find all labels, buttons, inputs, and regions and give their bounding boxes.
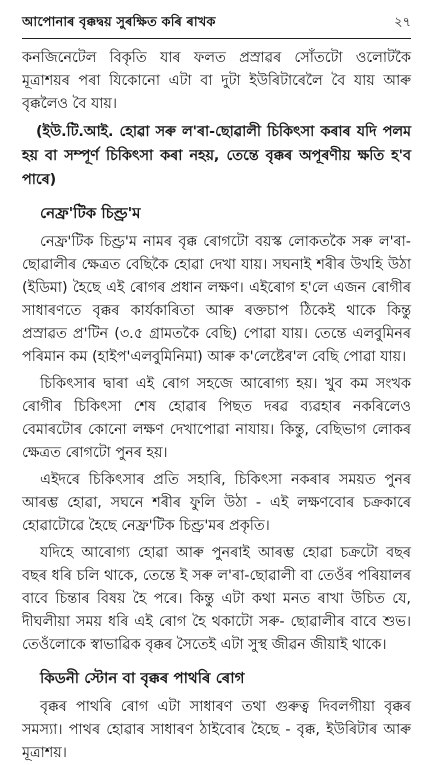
paragraph: চিকিৎসাৰ দ্বাৰা এই ৰোগ সহজে আৰোগ্য হয়। খুব কম সংখক ৰোগীৰ চিকিৎসা শেষ হোৱাৰ পিছত দৰৱ ব্যৱহাৰ নকৰিলেও বেমাৰটোৰ কোনো লক্ষণ দেখাপোৱা নাযায়। কিন্তু, বেছিভাগ লোকৰ ক্ষেত্ৰত ৰোগটো পুনৰ হয়।	[22, 376, 411, 461]
paragraph: এইদৰে চিকিৎসাৰ প্ৰতি সহাৰি, চিকিৎসা নকৰাৰ সময়ত পুনৰ আৰম্ভ হোৱা, সঘনে শৰীৰ ফুলি উঠা - এই লক্ষণবোৰ চক্ৰকাৰে হোৱাটোৱে হৈছে নেফ্ৰ'টিক চিণ্ড্ৰ'মৰ প্ৰকৃতি।	[22, 472, 411, 534]
page-header	[22, 10, 411, 34]
paragraph: যদিহে আৰোগ্য হোৱা আৰু পুনৰাই আৰম্ভ হোৱা চক্ৰটো বছৰ বছৰ ধৰি চলি থাকে, তেন্তে ই সৰু ল'ৰা-ছোৱালী বা তেওঁৰ পৰিয়ালৰ বাবে চিন্তাৰ বিষয় হৈ পৰে। কিন্তু এটা কথা মনত ৰাখা উচিত যে, দীঘলীয়া সময় ধৰি এই ৰোগ হৈ থকাটো সৰু- ছোৱালীৰ বাবে শুভ। তেওঁলোকে স্বাভাৱিক বৃক্কৰ সৈতেই এটা সুস্থ জীৱন জীয়াই থাকে।	[22, 545, 411, 653]
header-rule	[22, 38, 411, 39]
page-number: ২৭	[394, 15, 411, 30]
section-heading-nephrotic-syndrome: নেফ্ৰ'টিক চিণ্ড্ৰ'ম	[40, 204, 141, 222]
paragraph: বৃক্কৰ পাথৰি ৰোগ এটা সাধাৰণ তথা গুৰুত্ব দিবলগীয়া বৃক্কৰ সমস্যা। পাথৰ হোৱাৰ সাধাৰণ ঠাইবোৰ হৈছে - বৃক্ক, ইউৰিটাৰ আৰু মূত্ৰাশয়।	[22, 699, 411, 761]
intro-paragraph: কনজিনেটেল বিকৃতি যাৰ ফলত প্ৰস্ৰাৱৰ সোঁতটো ওলোটকৈ মূত্ৰাশয়ৰ পৰা যিকোনো এটা বা দুটা ইউৰিটাৰেলৈ বৈ যায় আৰু বৃক্কলৈও বৈ যায়।	[22, 50, 411, 112]
section-heading-kidney-stone: কিডনী স্টোন বা বৃক্কৰ পাথৰি ৰোগ	[40, 669, 245, 687]
running-header-title: আপোনাৰ বৃক্কদ্বয় সুৰক্ষিত কৰি ৰাখক	[22, 15, 216, 30]
highlighted-note: (ইউ.টি.আই. হোৱা সৰু ল'ৰা-ছোৱালী চিকিৎসা কৰাৰ যদি পলম হয় বা সম্পূৰ্ণ চিকিৎসা কৰা নহয়, তেন্তে বৃক্কৰ অপূৰণীয় ক্ষতি হ'ব পাৰে)	[22, 124, 411, 188]
paragraph: নেফ্ৰ'টিক চিণ্ড্ৰ'ম নামৰ বৃক্ক ৰোগটো বয়স্ক লোকতকৈ সৰু ল'ৰা-ছোৱালীৰ ক্ষেত্ৰত বেছিকৈ হোৱা দেখা যায়। সঘনাই শৰীৰ উখহি উঠা (ইডিমা) হৈছে এই ৰোগৰ প্ৰধান লক্ষণ। এইৰোগ হ'লে এজন ৰোগীৰ সাধাৰণতে বৃক্কৰ কাৰ্যকাৰিতা আৰু ৰক্তচাপ ঠিকেই থাকে কিন্তু প্ৰস্ৰাৱত প্ৰ'টিন (৩.৫ গ্ৰামতকৈ বেছি) পোৱা যায়। তেন্তে এলবুমিনৰ পৰিমান কম (হাইপ'এলবুমিনিমা) আৰু ক'লেষ্টেৰ'ল বেছি পোৱা যায়।	[22, 234, 411, 365]
